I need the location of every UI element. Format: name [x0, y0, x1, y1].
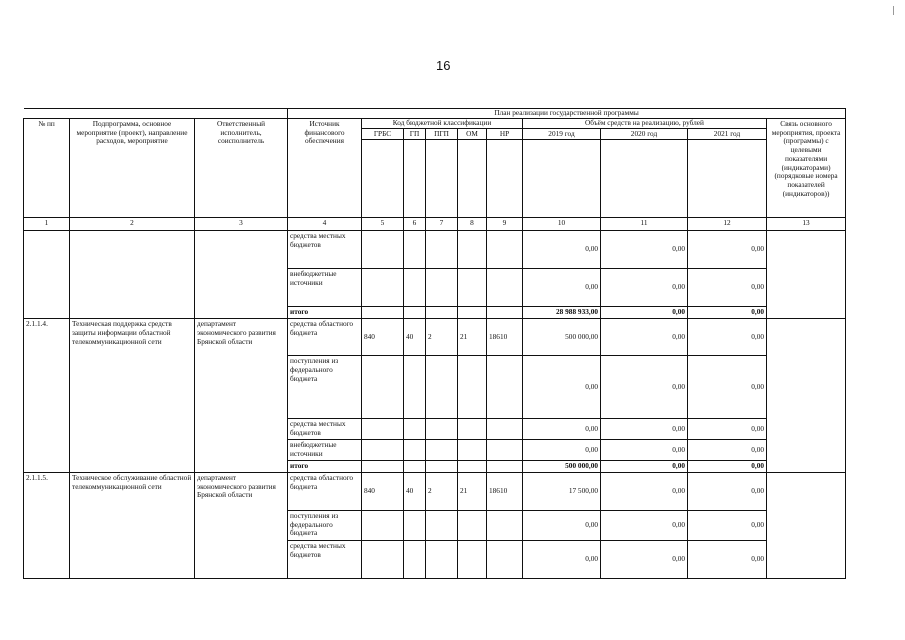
header-kbk-om: ОМ — [458, 128, 487, 140]
value-2019: 0,00 — [523, 231, 601, 269]
item-name: Техническое обслуживание областной телекоммуникационной сети — [70, 472, 195, 578]
value-2020: 0,00 — [601, 510, 688, 540]
header-year-2021: 2021 год — [688, 128, 767, 140]
col-number: 9 — [487, 218, 523, 231]
value-2020: 0,00 — [601, 540, 688, 578]
value-2019: 28 988 933,00 — [523, 307, 601, 319]
source-cell: итого — [288, 461, 362, 473]
value-2020: 0,00 — [601, 356, 688, 419]
table-row — [24, 231, 846, 269]
item-name: Техническая поддержка средств защиты информации областной телекоммуникационной сети — [70, 319, 195, 473]
value-2020: 0,00 — [601, 319, 688, 356]
header-year-2019: 2019 год — [523, 128, 601, 140]
plan-table — [23, 108, 846, 579]
value-2021: 0,00 — [688, 510, 767, 540]
source-cell: итого — [288, 307, 362, 319]
value-2021: 0,00 — [688, 269, 767, 307]
header-kbk-group: Код бюджетной классификации — [362, 118, 523, 128]
source-cell: поступления из федерального бюджета — [288, 356, 362, 419]
col-number: 7 — [426, 218, 458, 231]
corner-mark — [893, 6, 894, 15]
value-2021: 0,00 — [688, 440, 767, 461]
value-2019: 17 500,00 — [523, 472, 601, 510]
kbk-nr: 18610 — [487, 472, 523, 510]
value-2021: 0,00 — [688, 419, 767, 440]
value-2020: 0,00 — [601, 269, 688, 307]
value-2019: 0,00 — [523, 510, 601, 540]
kbk-om: 21 — [458, 319, 487, 356]
col-number: 1 — [24, 218, 70, 231]
header-kbk-pgp: ПГП — [426, 128, 458, 140]
value-2019: 0,00 — [523, 440, 601, 461]
header-volume-group: Объём средств на реализацию, рублей — [523, 118, 767, 128]
col-number: 10 — [523, 218, 601, 231]
table-title: План реализации государственной программы — [288, 109, 846, 119]
header-kbk-gp: ГП — [404, 128, 426, 140]
header-responsible: Ответственный исполнитель, соисполнитель — [195, 118, 288, 218]
value-2019: 0,00 — [523, 269, 601, 307]
table-row — [24, 319, 846, 356]
header-year-2020: 2020 год — [601, 128, 688, 140]
value-2021: 0,00 — [688, 472, 767, 510]
col-number: 8 — [458, 218, 487, 231]
value-2020: 0,00 — [601, 307, 688, 319]
value-2019: 500 000,00 — [523, 461, 601, 473]
value-2020: 0,00 — [601, 419, 688, 440]
col-number: 5 — [362, 218, 404, 231]
value-2021: 0,00 — [688, 356, 767, 419]
item-number: 2.1.1.4. — [24, 319, 70, 473]
value-2020: 0,00 — [601, 440, 688, 461]
item-number: 2.1.1.5. — [24, 472, 70, 578]
kbk-pgp: 2 — [426, 472, 458, 510]
col-number: 11 — [601, 218, 688, 231]
source-cell: средства областного бюджета — [288, 319, 362, 356]
value-2019: 0,00 — [523, 540, 601, 578]
value-2020: 0,00 — [601, 231, 688, 269]
kbk-gp: 40 — [404, 472, 426, 510]
col-number: 12 — [688, 218, 767, 231]
source-cell: средства областного бюджета — [288, 472, 362, 510]
value-2021: 0,00 — [688, 319, 767, 356]
kbk-pgp: 2 — [426, 319, 458, 356]
value-2019: 0,00 — [523, 356, 601, 419]
kbk-nr: 18610 — [487, 319, 523, 356]
source-cell: внебюджетные источники — [288, 440, 362, 461]
source-cell: средства местных бюджетов — [288, 419, 362, 440]
item-responsible: департамент экономического развития Брянской области — [195, 319, 288, 473]
kbk-grbs: 840 — [362, 319, 404, 356]
kbk-grbs: 840 — [362, 472, 404, 510]
col-number: 3 — [195, 218, 288, 231]
col-number: 4 — [288, 218, 362, 231]
value-2020: 0,00 — [601, 472, 688, 510]
value-2019: 500 000,00 — [523, 319, 601, 356]
kbk-gp: 40 — [404, 319, 426, 356]
col-number: 6 — [404, 218, 426, 231]
header-no: № пп — [24, 118, 70, 218]
source-cell: средства местных бюджетов — [288, 231, 362, 269]
col-number: 13 — [767, 218, 846, 231]
header-kbk-nr: НР — [487, 128, 523, 140]
page-number: 16 — [436, 58, 451, 73]
value-2021: 0,00 — [688, 307, 767, 319]
value-2021: 0,00 — [688, 461, 767, 473]
header-subprogram: Подпрограмма, основное мероприятие (проект), направление расходов, мероприятие — [70, 118, 195, 218]
header-kbk-grbs: ГРБС — [362, 128, 404, 140]
item-responsible: департамент экономического развития Брянской области — [195, 472, 288, 578]
value-2020: 0,00 — [601, 461, 688, 473]
source-cell: средства местных бюджетов — [288, 540, 362, 578]
source-cell: внебюджетные источники — [288, 269, 362, 307]
source-cell: поступления из федерального бюджета — [288, 510, 362, 540]
col-number: 2 — [70, 218, 195, 231]
value-2021: 0,00 — [688, 540, 767, 578]
kbk-om: 21 — [458, 472, 487, 510]
value-2021: 0,00 — [688, 231, 767, 269]
value-2019: 0,00 — [523, 419, 601, 440]
table-row — [24, 472, 846, 510]
header-link: Связь основного мероприятия, проекта (программы) с целевыми показателями (индикаторами) (порядковые номера показателей (индикаторов)) — [767, 118, 846, 218]
header-source: Источник финансового обеспечения — [288, 118, 362, 218]
